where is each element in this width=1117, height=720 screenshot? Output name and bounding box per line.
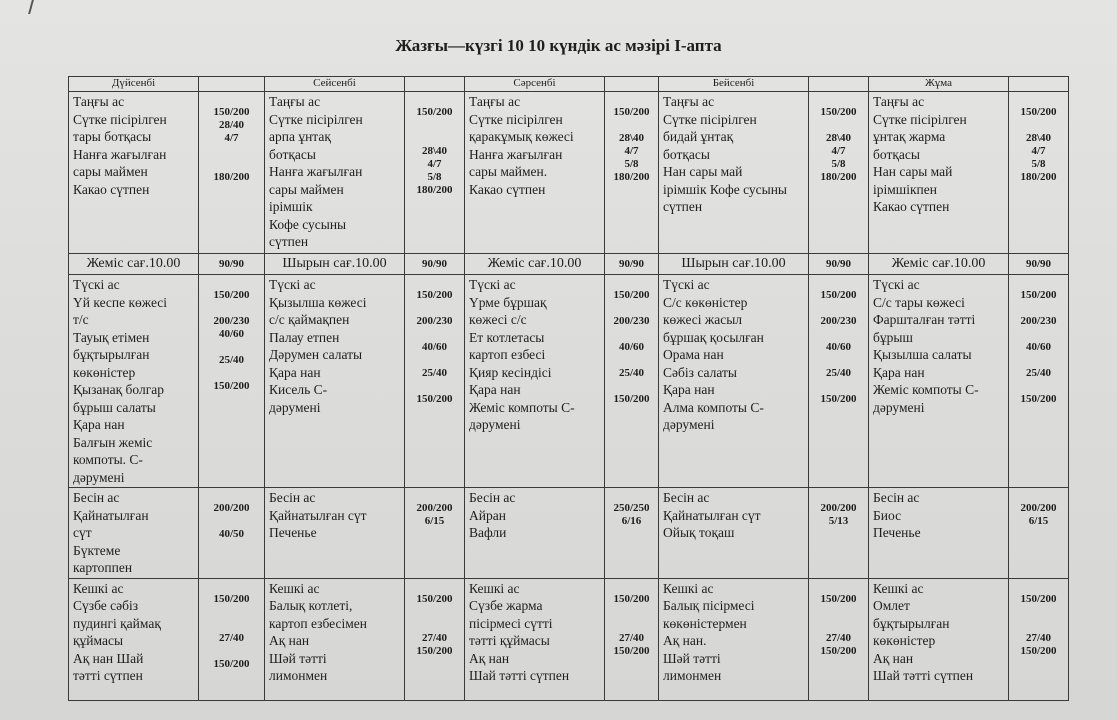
portion-cell: 150/200 200/230 40/60 25/40 150/200 — [605, 275, 659, 488]
portion-cell: 150/200 28\40 4/7 5/8 180/200 — [405, 92, 465, 254]
portion-cell: 150/200 27/40 150/200 — [809, 578, 869, 700]
dish-cell: Түскі ас С/с көкөністер көжесі жасыл бұршақ қосылған Орама нан Сәбіз салаты Қара нан Алма компоты С- дәрумені — [659, 275, 809, 488]
dish-cell: Таңғы ас Сүтке пісірілген ұнтақ жарма ботқасы Нан сары май ірімшікпен Какао сүтпен — [869, 92, 1009, 254]
portion-cell: 150/200 27/40 150/200 — [1009, 578, 1069, 700]
portion-cell: 250/250 6/16 — [605, 488, 659, 579]
header-monday: Дүйсенбі — [69, 77, 199, 92]
portion-cell: 150/200 28\40 4/7 5/8 180/200 — [809, 92, 869, 254]
meal-row — [69, 92, 1069, 254]
dish-cell: Кешкі ас Балық пісірмесі көкөністермен Ақ нан. Шәй тәтті лимонмен — [659, 578, 809, 700]
dish-cell: Түскі ас Үй кеспе көжесі т/с Тауық етімен бұқтырылған көкөністер Қызанақ болгар бұрыш салаты Қара нан Балғын жеміс компоты. С- дәрумені — [69, 275, 199, 488]
dish-cell: Бесін ас Қайнатылған сүт Печенье — [265, 488, 405, 579]
weekly-menu-table — [68, 76, 1068, 691]
header-wednesday: Сәрсенбі — [465, 77, 605, 92]
dish-cell: Таңғы ас Сүтке пісірілген арпа ұнтақ ботқасы Нанға жағылған сары маймен ірімшік Кофе сусыны сүтпен — [265, 92, 405, 254]
dish-cell: Жеміс сағ.10.00 — [869, 254, 1009, 275]
portion-cell: 90/90 — [605, 254, 659, 275]
header-thursday: Бейсенбі — [659, 77, 809, 92]
meal-row — [69, 488, 1069, 579]
portion-cell: 150/200 200/230 40/60 25/40 150/200 — [199, 275, 265, 488]
portion-cell: 200/200 6/15 — [1009, 488, 1069, 579]
dish-cell: Жеміс сағ.10.00 — [69, 254, 199, 275]
portion-cell: 200/200 40/50 — [199, 488, 265, 579]
dish-cell: Түскі ас С/с тары көжесі Фаршталған тәтті бұрыш Қызылша салаты Қара нан Жеміс компоты С- дәрумені — [869, 275, 1009, 488]
dish-cell: Таңғы ас Сүтке пісірілген қаракұмық көжесі Нанға жағылған сары маймен. Какао сүтпен — [465, 92, 605, 254]
portion-cell: 150/200 28\40 4/7 5/8 180/200 — [1009, 92, 1069, 254]
portion-cell: 200/200 5/13 — [809, 488, 869, 579]
portion-cell: 90/90 — [199, 254, 265, 275]
dish-cell: Кешкі ас Сүзбе жарма пісірмесі сүтті тәтті құймасы Ақ нан Шай тәтті сүтпен — [465, 578, 605, 700]
meal-row — [69, 578, 1069, 700]
dish-cell: Шырын сағ.10.00 — [659, 254, 809, 275]
dish-cell: Бесін ас Қайнатылған сүт Ойық тоқаш — [659, 488, 809, 579]
dish-cell: Кешкі ас Омлет бұқтырылған көкөністер Ақ нан Шай тәтті сүтпен — [869, 578, 1009, 700]
portion-cell: 150/200 200/230 40/60 25/40 150/200 — [809, 275, 869, 488]
dish-cell: Түскі ас Үрме бұршақ көжесі с/с Ет котлетасы картоп езбесі Қияр кесіндісі Қара нан Жеміс компоты С- дәрумені — [465, 275, 605, 488]
dish-cell: Кешкі ас Сүзбе сәбіз пудингі қаймақ құймасы Ақ нан Шай тәтті сүтпен — [69, 578, 199, 700]
dish-cell: Жеміс сағ.10.00 — [465, 254, 605, 275]
day-header-row — [69, 77, 1069, 92]
dish-cell: Бесін ас Биос Печенье — [869, 488, 1009, 579]
dish-cell: Бесін ас Айран Вафли — [465, 488, 605, 579]
dish-cell: Кешкі ас Балық котлеті, картоп езбесімен Ақ нан Шәй тәтті лимонмен — [265, 578, 405, 700]
dish-cell: Бесін ас Қайнатылған сүт Бүктеме картоппен — [69, 488, 199, 579]
header-tuesday: Сейсенбі — [265, 77, 405, 92]
dish-cell: Таңғы ас Сүтке пісірілген бидай ұнтақ ботқасы Нан сары май ірімшік Кофе сусыны сүтпен — [659, 92, 809, 254]
portion-cell: 90/90 — [1009, 254, 1069, 275]
portion-cell: 150/200 200/230 40/60 25/40 150/200 — [1009, 275, 1069, 488]
dish-cell: Шырын сағ.10.00 — [265, 254, 405, 275]
header-friday: Жұма — [869, 77, 1009, 92]
page-corner-mark — [28, 0, 34, 14]
portion-cell: 200/200 6/15 — [405, 488, 465, 579]
portion-cell: 90/90 — [405, 254, 465, 275]
portion-cell: 90/90 — [809, 254, 869, 275]
portion-cell: 150/200 27/40 150/200 — [605, 578, 659, 700]
dish-cell: Таңғы ас Сүтке пісірілген тары ботқасы Нанға жағылған сары маймен Какао сүтпен — [69, 92, 199, 254]
portion-cell: 150/200 28/40 4/7 180/200 — [199, 92, 265, 254]
dish-cell: Түскі ас Қызылша көжесі с/с қаймақпен Палау етпен Дәрумен салаты Қара нан Кисель С- дәрумені — [265, 275, 405, 488]
portion-cell: 150/200 27/40 150/200 — [199, 578, 265, 700]
portion-cell: 150/200 28\40 4/7 5/8 180/200 — [605, 92, 659, 254]
meal-row — [69, 275, 1069, 488]
portion-cell: 150/200 200/230 40/60 25/40 150/200 — [405, 275, 465, 488]
snack-row — [69, 254, 1069, 275]
portion-cell: 150/200 27/40 150/200 — [405, 578, 465, 700]
page-title: Жазғы—күзгі 10 10 күндік ас мәзірі I-апта — [395, 36, 722, 55]
